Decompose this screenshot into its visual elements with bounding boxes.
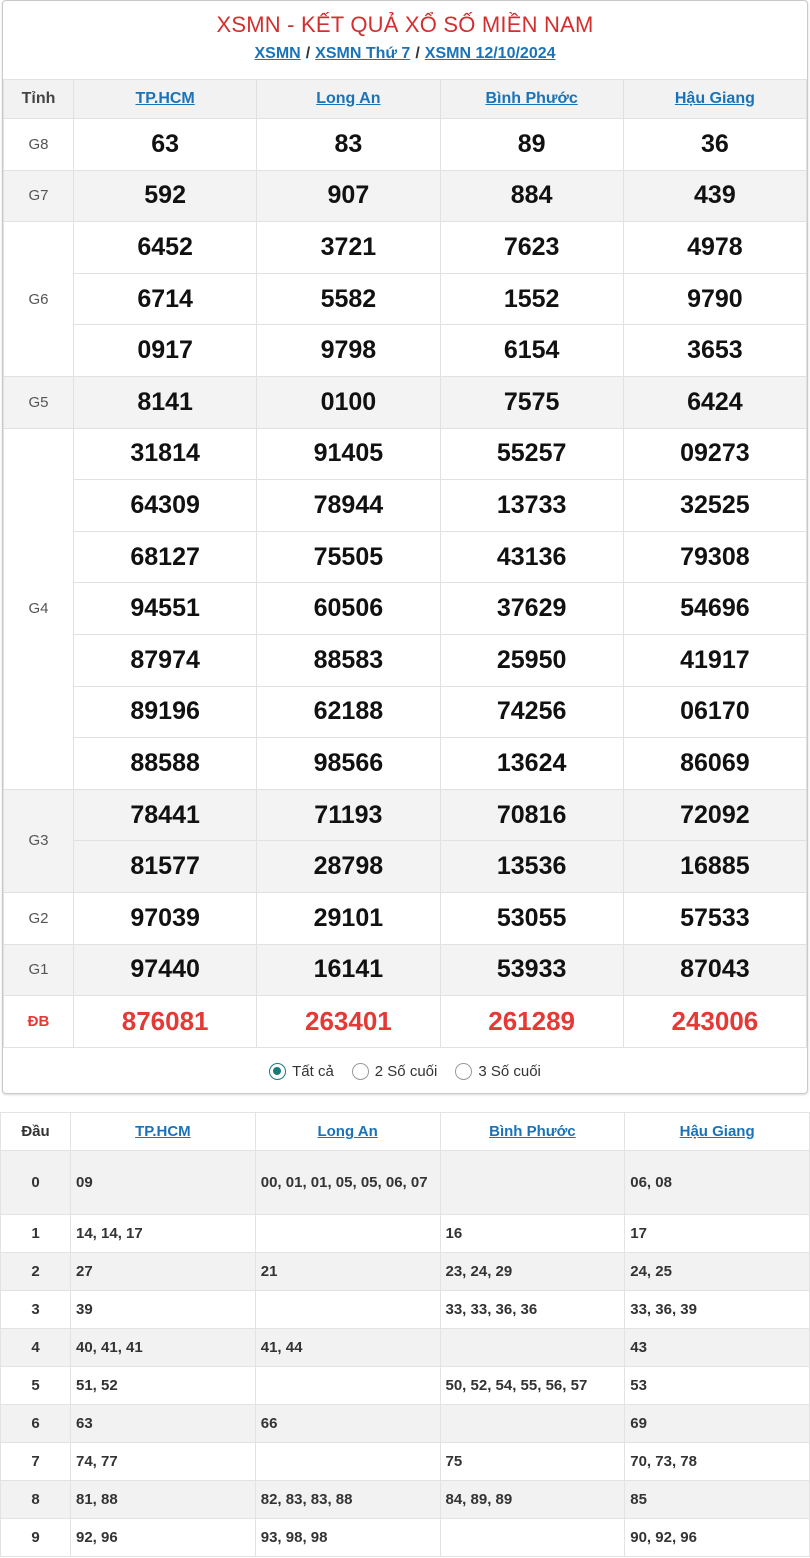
filter-all-radio[interactable] (269, 1063, 334, 1080)
province-link-tphcm[interactable]: TP.HCM (135, 90, 195, 107)
special-prize-number: 243006 (623, 996, 806, 1048)
tail-numbers: 90, 92, 96 (625, 1519, 810, 1557)
prize-number: 97440 (74, 944, 257, 996)
head-digit-table-header (1, 1113, 810, 1151)
tail-numbers: 66 (255, 1405, 440, 1443)
prize-row (4, 325, 807, 377)
tail-numbers: 16 (440, 1215, 625, 1253)
prize-number: 60506 (257, 583, 440, 635)
prize-number: 62188 (257, 686, 440, 738)
prize-number: 7575 (440, 376, 623, 428)
filter-all-label: Tất cả (292, 1063, 334, 1081)
radio-selected-icon (269, 1063, 286, 1080)
prize-row (4, 583, 807, 635)
prize-number: 53933 (440, 944, 623, 996)
prize-row (4, 789, 807, 841)
tail-numbers (255, 1443, 440, 1481)
prize-number: 64309 (74, 480, 257, 532)
head-digit-row (1, 1151, 810, 1215)
prize-number: 3721 (257, 222, 440, 274)
head-digit: 4 (1, 1329, 71, 1367)
prize-number: 28798 (257, 841, 440, 893)
prize-row (4, 944, 807, 996)
prize-group-g1 (4, 944, 807, 996)
head-digit-row (1, 1367, 810, 1405)
prize-number: 6714 (74, 273, 257, 325)
head-digit: 8 (1, 1481, 71, 1519)
prize-number: 91405 (257, 428, 440, 480)
radio-empty-icon (352, 1063, 369, 1080)
head-digit-row (1, 1481, 810, 1519)
tail-numbers (255, 1291, 440, 1329)
head-digit-rows (1, 1151, 810, 1557)
prize-row (4, 170, 807, 222)
prize-number: 36 (623, 119, 806, 171)
breadcrumb-xsmn[interactable]: XSMN (254, 45, 301, 62)
head-digit-row (1, 1329, 810, 1367)
head-digit-panel (0, 1112, 810, 1557)
prize-row (4, 892, 807, 944)
tail-numbers: 82, 83, 83, 88 (255, 1481, 440, 1519)
prize-number: 74256 (440, 686, 623, 738)
prize-number: 89 (440, 119, 623, 171)
tail-numbers: 84, 89, 89 (440, 1481, 625, 1519)
prize-number: 78441 (74, 789, 257, 841)
prize-number: 6154 (440, 325, 623, 377)
prize-row (4, 119, 807, 171)
prize-number: 884 (440, 170, 623, 222)
tail-numbers (255, 1215, 440, 1253)
special-prize-number: 263401 (257, 996, 440, 1048)
tail-numbers: 92, 96 (71, 1519, 256, 1557)
prize-row (4, 376, 807, 428)
head-digit: 5 (1, 1367, 71, 1405)
prize-number: 09273 (623, 428, 806, 480)
results-table-header (4, 80, 807, 119)
tail-numbers: 14, 14, 17 (71, 1215, 256, 1253)
prize-group-g6 (4, 222, 807, 377)
prize-number: 13536 (440, 841, 623, 893)
prize-number: 81577 (74, 841, 257, 893)
filter-last3-radio[interactable] (455, 1063, 541, 1080)
prize-label: G4 (4, 428, 74, 789)
prize-number: 71193 (257, 789, 440, 841)
breadcrumb-xsmn-thu7[interactable]: XSMN Thứ 7 (315, 45, 411, 62)
special-prize-number: 261289 (440, 996, 623, 1048)
tail-numbers: 70, 73, 78 (625, 1443, 810, 1481)
prize-number: 83 (257, 119, 440, 171)
prize-number: 75505 (257, 531, 440, 583)
dau-province-link-long-an[interactable]: Long An (317, 1123, 378, 1140)
prize-number: 9790 (623, 273, 806, 325)
tail-numbers: 93, 98, 98 (255, 1519, 440, 1557)
tail-numbers: 39 (71, 1291, 256, 1329)
prize-number: 06170 (623, 686, 806, 738)
prize-number: 31814 (74, 428, 257, 480)
head-digit: 9 (1, 1519, 71, 1557)
prize-row (4, 428, 807, 480)
prize-row (4, 996, 807, 1048)
prize-number: 70816 (440, 789, 623, 841)
prize-number: 63 (74, 119, 257, 171)
prize-number: 6424 (623, 376, 806, 428)
tail-numbers: 06, 08 (625, 1151, 810, 1215)
head-digit-row (1, 1253, 810, 1291)
prize-number: 5582 (257, 273, 440, 325)
breadcrumb-xsmn-date[interactable]: XSMN 12/10/2024 (424, 45, 556, 62)
prize-number: 32525 (623, 480, 806, 532)
tail-numbers: 23, 24, 29 (440, 1253, 625, 1291)
prize-row (4, 634, 807, 686)
tail-numbers: 51, 52 (71, 1367, 256, 1405)
tail-numbers (255, 1367, 440, 1405)
tail-numbers: 81, 88 (71, 1481, 256, 1519)
prize-number: 89196 (74, 686, 257, 738)
dau-province-link-hau-giang[interactable]: Hậu Giang (679, 1123, 755, 1140)
prize-label: G1 (4, 944, 74, 996)
filter-last2-label: 2 Số cuối (374, 1063, 438, 1081)
head-digit: 2 (1, 1253, 71, 1291)
prize-label: G7 (4, 170, 74, 222)
prize-number: 3653 (623, 325, 806, 377)
tail-numbers: 40, 41, 41 (71, 1329, 256, 1367)
prize-group-g4 (4, 428, 807, 789)
prize-number: 25950 (440, 634, 623, 686)
head-digit-row (1, 1291, 810, 1329)
results-table (3, 79, 807, 1048)
prize-number: 4978 (623, 222, 806, 274)
head-digit: 1 (1, 1215, 71, 1253)
prize-number: 37629 (440, 583, 623, 635)
tail-numbers: 41, 44 (255, 1329, 440, 1367)
prize-number: 98566 (257, 738, 440, 790)
prize-number: 907 (257, 170, 440, 222)
prize-number: 9798 (257, 325, 440, 377)
prize-group-g5 (4, 376, 807, 428)
head-digit-row (1, 1215, 810, 1253)
prize-label: G5 (4, 376, 74, 428)
prize-number: 43136 (440, 531, 623, 583)
prize-number: 13624 (440, 738, 623, 790)
prize-row (4, 738, 807, 790)
prize-label: ĐB (4, 996, 74, 1048)
tail-numbers: 69 (625, 1405, 810, 1443)
head-digit-row (1, 1405, 810, 1443)
prize-row (4, 222, 807, 274)
radio-empty-icon (455, 1063, 472, 1080)
tail-numbers: 21 (255, 1253, 440, 1291)
prize-label: G3 (4, 789, 74, 892)
tail-numbers: 24, 25 (625, 1253, 810, 1291)
province-link-hau-giang[interactable]: Hậu Giang (674, 90, 755, 107)
prize-row (4, 841, 807, 893)
prize-number: 7623 (440, 222, 623, 274)
prize-label: G2 (4, 892, 74, 944)
prize-number: 54696 (623, 583, 806, 635)
prize-group-đb (4, 996, 807, 1048)
prize-number: 55257 (440, 428, 623, 480)
prize-row (4, 531, 807, 583)
prize-label: G8 (4, 119, 74, 171)
prize-number: 439 (623, 170, 806, 222)
province-link-binh-phuoc[interactable]: Bình Phước (485, 90, 578, 107)
province-column-header: Tỉnh (4, 80, 74, 119)
prize-number: 592 (74, 170, 257, 222)
breadcrumb-separator: / (305, 45, 311, 62)
prize-number: 57533 (623, 892, 806, 944)
head-digit-row (1, 1443, 810, 1481)
dau-province-link-tphcm[interactable]: TP.HCM (135, 1123, 191, 1140)
prize-number: 53055 (440, 892, 623, 944)
tail-numbers (440, 1151, 625, 1215)
prize-number: 87974 (74, 634, 257, 686)
prize-row (4, 480, 807, 532)
head-digit: 7 (1, 1443, 71, 1481)
page-title: XSMN - KẾT QUẢ XỔ SỐ MIỀN NAM (216, 12, 594, 37)
province-link-long-an[interactable]: Long An (316, 90, 381, 107)
tail-numbers: 74, 77 (71, 1443, 256, 1481)
prize-group-g7 (4, 170, 807, 222)
dau-province-link-binh-phuoc[interactable]: Bình Phước (489, 1123, 576, 1140)
filter-last3-label: 3 Số cuối (478, 1063, 541, 1081)
tail-numbers (440, 1329, 625, 1367)
prize-number: 0917 (74, 325, 257, 377)
head-digit: 0 (1, 1151, 71, 1215)
prize-number: 41917 (623, 634, 806, 686)
prize-row (4, 273, 807, 325)
prize-number: 79308 (623, 531, 806, 583)
prize-number: 78944 (257, 480, 440, 532)
tail-numbers: 17 (625, 1215, 810, 1253)
tail-numbers: 63 (71, 1405, 256, 1443)
tail-numbers: 09 (71, 1151, 256, 1215)
tail-numbers: 50, 52, 54, 55, 56, 57 (440, 1367, 625, 1405)
prize-number: 97039 (74, 892, 257, 944)
prize-number: 94551 (74, 583, 257, 635)
tail-numbers: 00, 01, 01, 05, 05, 06, 07 (255, 1151, 440, 1215)
head-digit: 6 (1, 1405, 71, 1443)
prize-label: G6 (4, 222, 74, 377)
prize-row (4, 686, 807, 738)
breadcrumb-separator: / (415, 45, 420, 62)
tail-numbers: 85 (625, 1481, 810, 1519)
tail-numbers: 43 (625, 1329, 810, 1367)
results-panel (2, 0, 808, 1094)
prize-number: 16885 (623, 841, 806, 893)
prize-number: 6452 (74, 222, 257, 274)
tail-numbers: 33, 33, 36, 36 (440, 1291, 625, 1329)
prize-number: 16141 (257, 944, 440, 996)
prize-number: 87043 (623, 944, 806, 996)
dau-column-header: Đầu (1, 1113, 71, 1151)
breadcrumb (3, 45, 807, 63)
digit-filter (3, 1048, 807, 1096)
prize-group-g8 (4, 119, 807, 171)
special-prize-number: 876081 (74, 996, 257, 1048)
prize-number: 88588 (74, 738, 257, 790)
prize-number: 68127 (74, 531, 257, 583)
prize-number: 8141 (74, 376, 257, 428)
prize-group-g2 (4, 892, 807, 944)
prize-number: 13733 (440, 480, 623, 532)
results-header (3, 1, 807, 79)
prize-number: 72092 (623, 789, 806, 841)
tail-numbers: 75 (440, 1443, 625, 1481)
tail-numbers: 33, 36, 39 (625, 1291, 810, 1329)
prize-number: 1552 (440, 273, 623, 325)
head-digit: 3 (1, 1291, 71, 1329)
tail-numbers: 27 (71, 1253, 256, 1291)
prize-number: 29101 (257, 892, 440, 944)
filter-last2-radio[interactable] (352, 1063, 438, 1080)
prize-number: 88583 (257, 634, 440, 686)
tail-numbers: 53 (625, 1367, 810, 1405)
prize-number: 86069 (623, 738, 806, 790)
head-digit-row (1, 1519, 810, 1557)
prize-number: 0100 (257, 376, 440, 428)
prize-group-g3 (4, 789, 807, 892)
head-digit-table (0, 1112, 810, 1557)
tail-numbers (440, 1405, 625, 1443)
tail-numbers (440, 1519, 625, 1557)
